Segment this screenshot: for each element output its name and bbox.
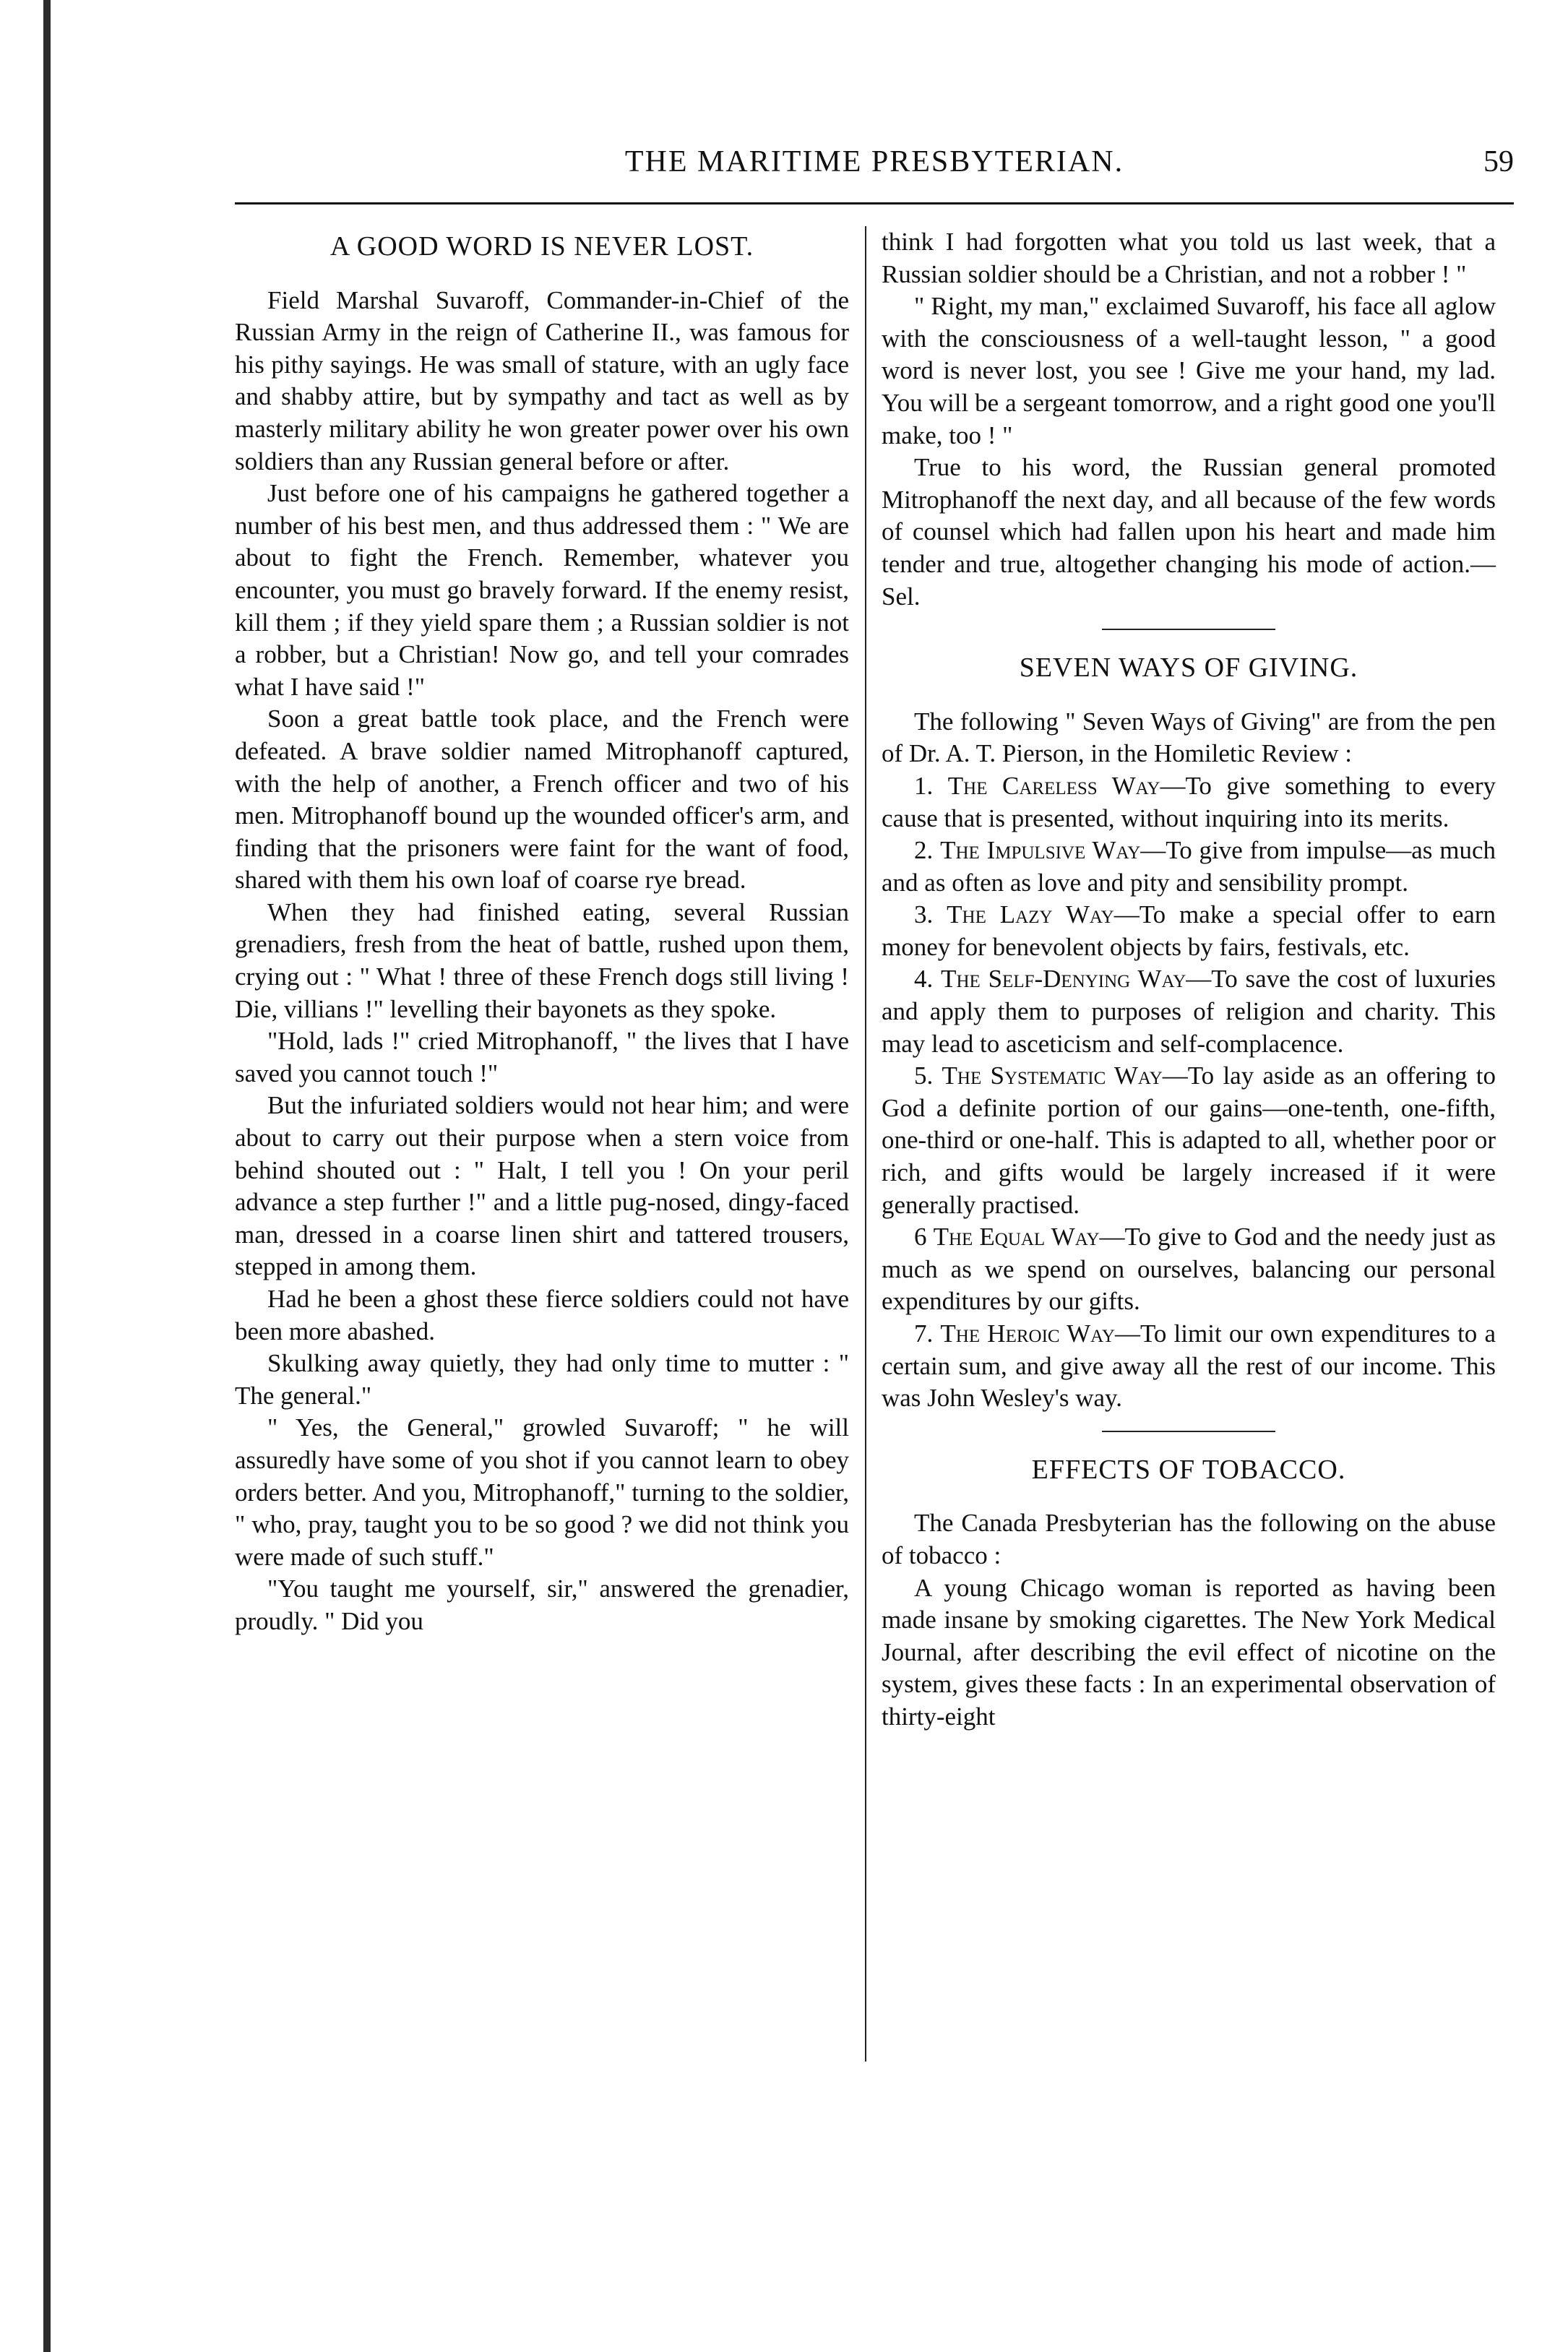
item-text: —To save the cost of luxuries and apply them to purposes of religion and charity. This may lead to asceticism and self-complacence. — [882, 965, 1496, 1058]
item-title: The Systematic Way — [942, 1061, 1163, 1090]
item-text: —To give to God and the needy just as much as we spend on ourselves, balancing our personal expenditures by our gifts. — [882, 1223, 1496, 1316]
article-paragraph: A young Chicago woman is reported as having been made insane by smoking cigarettes. The New York Medical Journal, after describing the evil effect of nicotine on the system, gives these facts : In an experimental observation of thirty-eight — [882, 1573, 1496, 1731]
giving-way-item — [882, 899, 1496, 963]
article-paragraph: Just before one of his campaigns he gathered together a number of his best men, and thus addressed them : " We are about to fight the French. Remember, whatever you encounter, you must go bravely forward. If the enemy resist, kill them ; if they yield spare them ; a Russian soldier is not a robber, but a Christian! Now go, and tell your comrades what I have said !" — [235, 479, 849, 701]
item-title: The Careless Way — [947, 771, 1160, 800]
article-paragraph: Field Marshal Suvaroff, Commander-in-Chief of the Russian Army in the reign of Catherine II., was famous for his pithy sayings. He was small of stature, with an ugly face and shabby attire, but by sympathy and tact as well as by masterly military ability he won greater power over his own soldiers than any Russian general before or after. — [235, 285, 849, 475]
item-title: The Self-Denying Way — [941, 965, 1186, 994]
item-number: 4. — [914, 965, 934, 994]
section-heading: SEVEN WAYS OF GIVING. — [1019, 652, 1358, 684]
running-head — [235, 130, 1514, 195]
header-rule — [235, 202, 1514, 204]
item-number: 1. — [914, 771, 934, 800]
column-divider — [865, 226, 866, 2062]
item-number: 2. — [914, 836, 934, 865]
item-number: 3. — [914, 900, 934, 929]
section-divider — [1102, 629, 1275, 630]
left-column — [235, 226, 849, 1638]
item-number: 7. — [914, 1319, 934, 1348]
right-column — [882, 226, 1496, 1733]
item-number: 6 — [914, 1223, 927, 1252]
article-heading: A GOOD WORD IS NEVER LOST. — [329, 231, 754, 262]
giving-way-item — [882, 770, 1496, 835]
item-text: —To lay aside as an offering to God a definite portion of our gains—one-tenth, one-fifth, one-third or one-half. This is adapted to all, whether poor or rich, and gifts would be largely increased if it were generally practised. — [882, 1061, 1496, 1219]
article-paragraph: " Right, my man," exclaimed Suvaroff, his face all aglow with the consciousness of a well-taught lesson, " a good word is never lost, you see ! Give me your hand, my lad. You will be a sergeant tomorrow, and a right good one you'll make, too ! " — [882, 292, 1496, 449]
article-paragraph: Skulking away quietly, they had only time to mutter : " The general." — [235, 1349, 849, 1410]
article-paragraph: The Canada Presbyterian has the following on the abuse of tobacco : — [882, 1509, 1496, 1569]
section-heading: EFFECTS OF TOBACCO. — [1031, 1454, 1346, 1485]
article-paragraph: think I had forgotten what you told us last week, that a Russian soldier should be a Christian, and not a robber ! " — [882, 228, 1496, 288]
item-text: —To limit our own expenditures to a certain sum, and give away all the rest of our income. This was John Wesley's way. — [882, 1319, 1496, 1413]
item-title: The Equal Way — [933, 1223, 1100, 1252]
giving-way-item — [882, 1060, 1496, 1221]
article-paragraph: Had he been a ghost these fierce soldiers could not have been more abashed. — [235, 1285, 849, 1345]
giving-way-item — [882, 835, 1496, 899]
article-paragraph: True to his word, the Russian general promoted Mitrophanoff the next day, and all because of the few words of counsel which had fallen upon his heart and made him tender and true, altogether changing his mode of action.—Sel. — [882, 453, 1496, 611]
item-number: 5. — [914, 1061, 934, 1090]
item-text: —To give from impulse—as much and as often as love and pity and sensibility prompt. — [882, 836, 1496, 897]
newspaper-page — [235, 130, 1514, 2278]
article-paragraph: Soon a great battle took place, and the French were defeated. A brave soldier named Mitrophanoff captured, with the help of another, a French officer and two of his men. Mitrophanoff bound up the wounded officer's arm, and finding that the prisoners were faint for the want of food, shared with them his own loaf of coarse rye bread. — [235, 705, 849, 895]
article-paragraph: "Hold, lads !" cried Mitrophanoff, " the lives that I have saved you cannot touch !" — [235, 1027, 849, 1087]
article-paragraph: " Yes, the General," growled Suvaroff; " he will assuredly have some of you shot if you cannot learn to obey orders better. And you, Mitrophanoff," turning to the soldier, " who, pray, taught you to be so good ? we did not think you were made of such stuff." — [235, 1413, 849, 1571]
section-intro: The following " Seven Ways of Giving" are from the pen of Dr. A. T. Pierson, in the Homiletic Review : — [882, 707, 1496, 768]
item-text: —To give something to every cause that is presented, without inquiring into its merits. — [882, 771, 1496, 832]
page-binding-edge — [43, 0, 51, 2352]
article-paragraph: When they had finished eating, several Russian grenadiers, fresh from the heat of battle, rushed upon them, crying out : " What ! three of these French dogs still living ! Die, villians !" levelling their bayonets as they spoke. — [235, 897, 849, 1023]
article-paragraph: "You taught me yourself, sir," answered the grenadier, proudly. " Did you — [235, 1575, 849, 1635]
item-title: The Impulsive Way — [940, 836, 1141, 865]
item-title: The Heroic Way — [940, 1319, 1115, 1348]
item-text: —To make a special offer to earn money for benevolent objects by fairs, festivals, etc. — [882, 900, 1496, 961]
giving-way-item — [882, 963, 1496, 1060]
article-paragraph: But the infuriated soldiers would not hear him; and were about to carry out their purpose when a stern voice from behind shouted out : " Halt, I tell you ! On your peril advance a step further !" and a little pug-nosed, dingy-faced man, dressed in a coarse linen shirt and tattered trousers, stepped in among them. — [235, 1091, 849, 1281]
giving-way-item — [882, 1318, 1496, 1415]
giving-way-item — [882, 1221, 1496, 1318]
text-columns — [235, 226, 1514, 2278]
page-number: 59 — [1483, 145, 1514, 178]
item-title: The Lazy Way — [947, 900, 1114, 929]
publication-title: THE MARITIME PRESBYTERIAN. — [624, 145, 1124, 178]
section-divider — [1102, 1431, 1275, 1432]
